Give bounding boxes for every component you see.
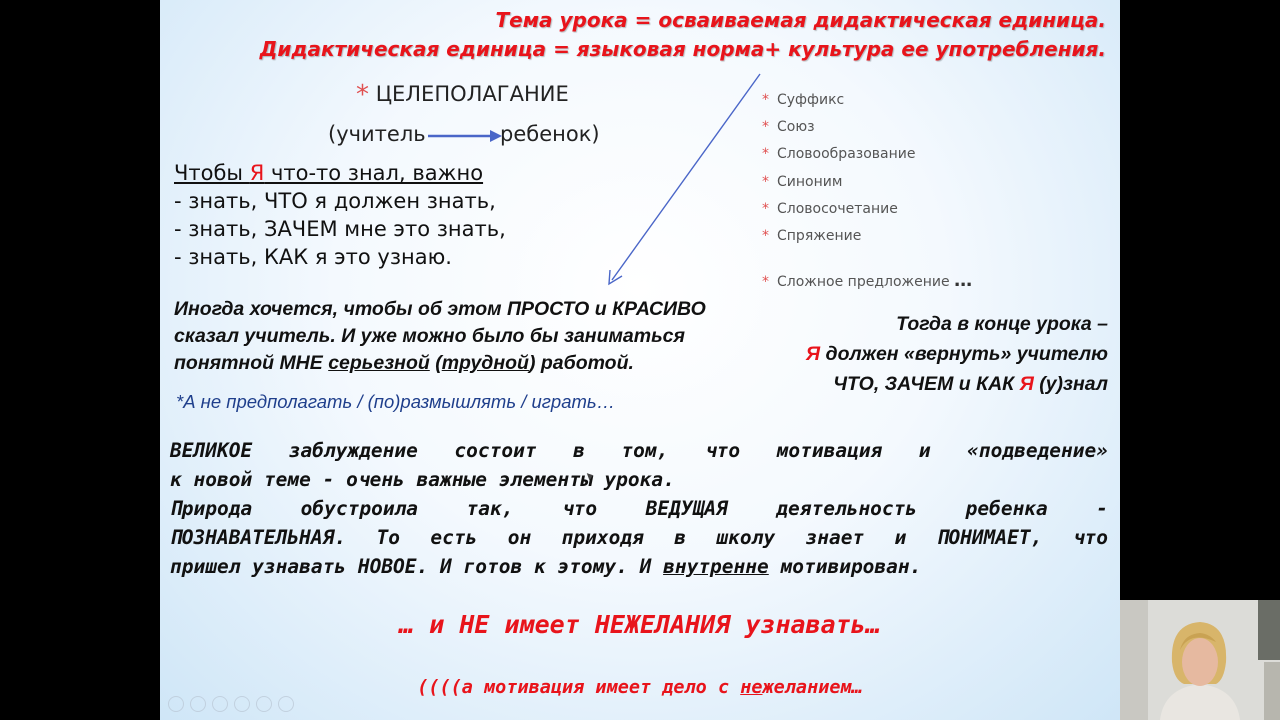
sometimes-line-1: Иногда хочется, чтобы об этом ПРОСТО и КРАСИВО: [174, 298, 706, 320]
more-icon[interactable]: [278, 696, 294, 712]
list-item: * Спряжение: [762, 228, 862, 244]
diagonal-arrow-icon: [600, 70, 770, 292]
list-item: * Словообразование: [762, 146, 916, 162]
para-line-2: к новой теме - очень важные элементы урока.: [170, 468, 675, 491]
list-item: * Словосочетание: [762, 201, 898, 217]
sometimes-note: *А не предполагать / (по)размышлять / играть…: [176, 391, 616, 412]
presenter-video-frame: [1120, 600, 1280, 720]
right-arrow-icon: [426, 124, 504, 148]
then-line-3: ЧТО, ЗАЧЕМ и КАК Я (у)знал: [833, 373, 1108, 395]
para-line-1: ВЕЛИКОЕ заблуждение состоит в том, что мотивация и «подведение»: [170, 439, 1108, 462]
goal-heading-text: ЦЕЛЕПОЛАГАНИЕ: [375, 82, 569, 106]
slides-icon[interactable]: [234, 696, 250, 712]
then-line-1: Тогда в конце урока –: [896, 313, 1108, 335]
slide-title-line-2: Дидактическая единица = языковая норма+ культура ее употребления.: [259, 37, 1106, 61]
why-line-3: - знать, ЗАЧЕМ мне это знать,: [174, 217, 506, 241]
goal-from: (учитель: [328, 122, 426, 146]
para-line-5: пришел узнавать НОВОЕ. И готов к этому. И внутренне мотивирован.: [170, 555, 922, 578]
webcam-video: [1120, 600, 1280, 720]
big-red-statement: … и НЕ имеет НЕЖЕЛАНИЯ узнавать…: [399, 610, 881, 639]
list-item: * Союз: [762, 119, 815, 135]
why-line-2: - знать, ЧТО я должен знать,: [174, 189, 496, 213]
goal-to: ребенок): [500, 122, 600, 146]
slide-title-line-1: Тема урока = осваиваемая дидактическая единица.: [495, 8, 1106, 32]
why-line-4: - знать, КАК я это узнаю.: [174, 245, 452, 269]
para-line-4: ПОЗНАВАТЕЛЬНАЯ. То есть он приходя в школу знает и ПОНИМАЕТ, что: [170, 526, 1108, 549]
main-paragraph: [170, 436, 1108, 581]
presentation-slide: [160, 0, 1120, 720]
sometimes-block: [174, 296, 706, 377]
slide-nav-back-icon[interactable]: [168, 696, 184, 712]
bullet-star-icon: *: [356, 80, 369, 110]
list-item: * Сложное предложение …: [762, 270, 973, 291]
list-item: * Суффикс: [762, 92, 845, 108]
bottom-line: ((((а мотивация имеет дело с нежеланием…: [417, 677, 863, 698]
why-block: [174, 159, 506, 271]
list-item: * Синоним: [762, 174, 843, 190]
slide-nav-forward-icon[interactable]: [190, 696, 206, 712]
why-line-1: Чтобы Я что-то знал, важно: [174, 161, 484, 185]
goal-heading: [356, 80, 569, 110]
sometimes-line-2: сказал учитель. И уже можно было бы заниматься: [174, 325, 685, 347]
slideshow-controls: [168, 696, 294, 712]
para-line-3: Природа обустроила так, что ВЕДУЩАЯ деятельность ребенка -: [170, 497, 1108, 520]
pen-icon[interactable]: [212, 696, 228, 712]
zoom-icon[interactable]: [256, 696, 272, 712]
then-line-2: Я должен «вернуть» учителю: [805, 343, 1108, 365]
sometimes-line-3: понятной МНЕ серьезной (трудной) работой.: [174, 352, 634, 374]
then-block: [806, 309, 1108, 399]
